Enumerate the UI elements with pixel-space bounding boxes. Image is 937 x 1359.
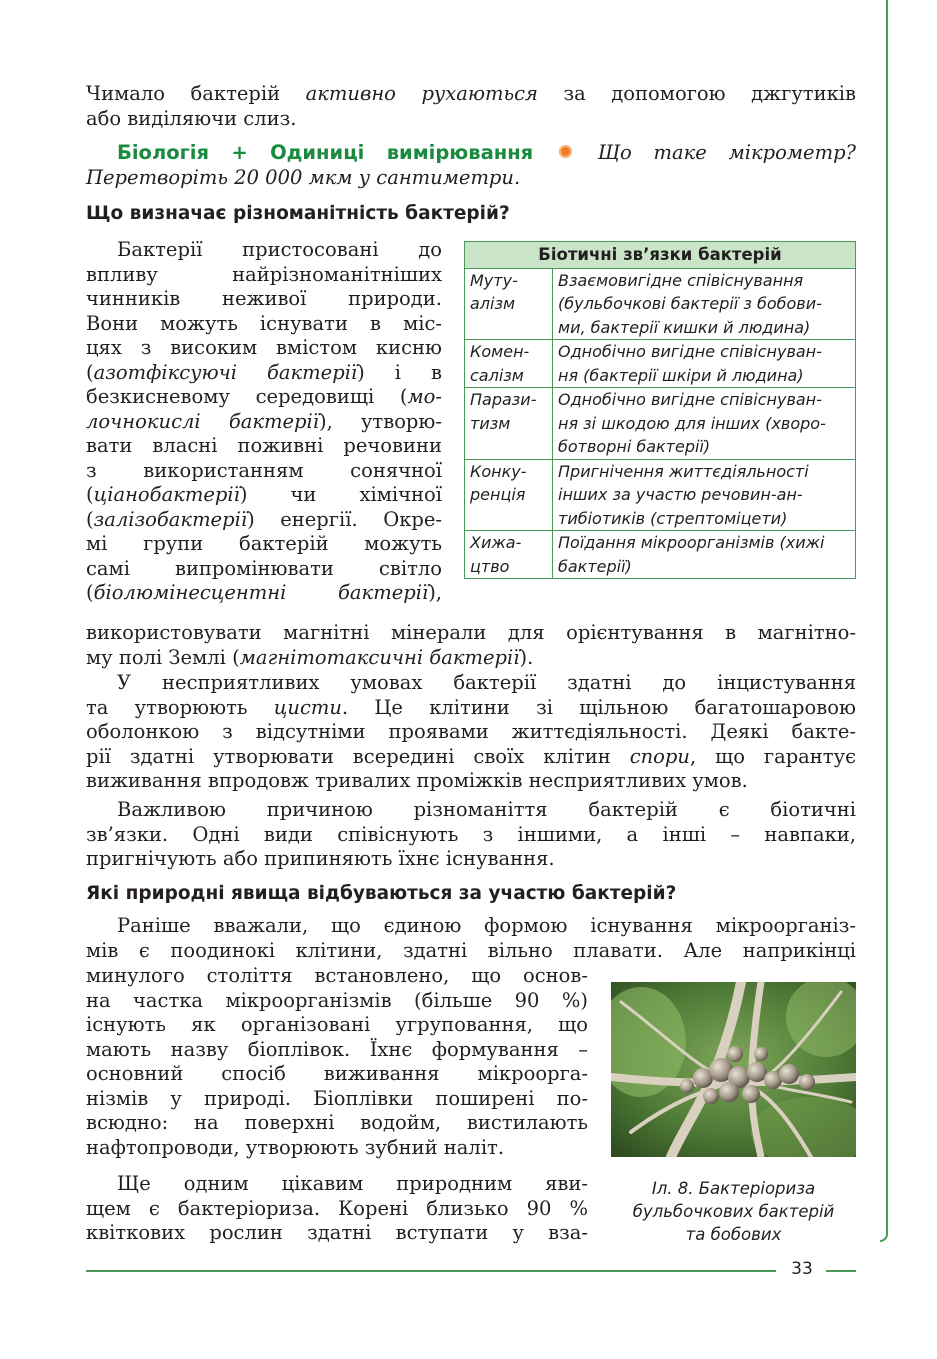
- text-run: впливу найрізноманітніших: [86, 262, 442, 286]
- task-label: Біологія + Одиниці вимірювання: [117, 141, 534, 164]
- text-line: [86, 1087, 588, 1112]
- text-line: [86, 263, 442, 288]
- text-line: [86, 696, 856, 721]
- text-line: [86, 964, 588, 989]
- text-line: [86, 823, 856, 848]
- relation-description: Взаємовигідне співіснування (бульбочкові бактерії з бобови- ми, бактерії кишки й людина): [553, 268, 856, 340]
- text-run: ),: [428, 581, 442, 604]
- text-run: чинників неживої природи.: [86, 287, 442, 310]
- footer-rule: [86, 1270, 776, 1272]
- relation-term: Парази- тизм: [465, 388, 553, 460]
- text-line: [86, 1136, 588, 1161]
- text-run: пригнічують або припиняють їхнє існування.: [86, 847, 555, 870]
- text-run: біолюмінесцентні бактерії: [93, 581, 429, 604]
- text-line: [86, 671, 856, 696]
- text-run: . Це клітини зі щільною багатошаровою: [341, 695, 856, 719]
- text-line: [86, 914, 856, 939]
- relation-description: Однобічно вигідне співіснуван- ня зі шкодою для інших (хворо- ботворні бактерії): [553, 388, 856, 460]
- text-line: [86, 1038, 588, 1063]
- text-line: [86, 1197, 588, 1222]
- text-line: [86, 238, 442, 263]
- text-line: [86, 410, 442, 435]
- text-line: [86, 939, 856, 964]
- text-line: [86, 361, 442, 386]
- text-run: магнітотаксичні бактерії: [239, 645, 520, 669]
- text-run: використовувати магнітні мінерали для орієнтування в магнітно-: [86, 621, 856, 644]
- text-run: або виділяючи слиз.: [86, 106, 297, 130]
- text-run: цях з високим вмістом кисню: [86, 336, 442, 359]
- text-run: (: [86, 360, 94, 384]
- text-line: [86, 459, 442, 484]
- heading-phenomena: Які природні явища відбуваються за участю бактерій?: [86, 883, 677, 904]
- table-row: [465, 268, 856, 340]
- text-run: мів є поодинокі клітини, здатні вільно плавати. Але наприкінці: [86, 938, 856, 962]
- table-row: [465, 531, 856, 579]
- relation-term: Муту- алізм: [465, 268, 553, 340]
- text-run: ), утворю-: [318, 409, 442, 433]
- text-line: [86, 1013, 588, 1038]
- flower-icon: [559, 145, 572, 158]
- text-line: [86, 385, 442, 410]
- relation-description: Пригнічення життєдіяльності інших за участю речовин-ан- тибіотиків (стрептоміцети): [553, 459, 856, 531]
- root-nodules-image: [611, 982, 856, 1157]
- text-run: ) і в: [357, 360, 442, 384]
- text-line: [86, 532, 442, 557]
- text-line: [86, 745, 856, 770]
- paragraph-biofilms-cont: [86, 964, 588, 1160]
- page-number: 33: [791, 1259, 813, 1279]
- text-run: , що гарантує: [689, 744, 856, 768]
- text-run: ) енергії. Окре-: [247, 507, 442, 531]
- text-run: залізобактерії: [93, 507, 248, 531]
- text-run: самі випромінювати світло: [86, 556, 442, 580]
- text-run: та утворюють: [86, 695, 274, 719]
- text-run: Вони можуть існувати в міс-: [86, 311, 442, 335]
- text-line: [86, 287, 442, 312]
- text-line: [86, 621, 856, 646]
- text-line: [86, 557, 442, 582]
- text-run: ціанобактерії: [93, 483, 240, 506]
- table-title: Біотичні зв’язки бактерій: [465, 242, 856, 269]
- footer-rule-end: [826, 1270, 856, 1272]
- relation-term: Хижа- цтво: [465, 531, 553, 579]
- relation-term: Конку- ренція: [465, 459, 553, 531]
- paragraph-biofilms: [86, 914, 856, 963]
- text-run: Чимало бактерій: [86, 82, 306, 105]
- text-run: цисти: [273, 695, 342, 719]
- paragraph-biotic: [86, 798, 856, 872]
- text-run: Бактерії пристосовані до: [117, 238, 442, 261]
- text-run: всюдно: на поверхні водойм, вистилають: [86, 1111, 588, 1134]
- paragraph-adaptation-cont: [86, 621, 856, 670]
- text-line: [86, 312, 442, 337]
- text-run: вати власні поживні речовини: [86, 434, 442, 457]
- text-run: основний спосіб виживання мікроорга-: [86, 1062, 588, 1085]
- text-line: [86, 434, 442, 459]
- text-run: мають назву біоплівок. Їхнє формування –: [86, 1037, 588, 1061]
- text-run: У несприятливих умовах бактерії здатні до інцистування: [117, 671, 856, 694]
- text-run: зв’язки. Одні види співіснують з іншими, а інші – навпаки,: [86, 822, 856, 846]
- root-nodules-photo: [611, 982, 856, 1157]
- text-run: Ще одним цікавим природним яви-: [117, 1172, 588, 1195]
- text-line: [86, 336, 442, 361]
- text-line: [86, 798, 856, 823]
- task-question-cont: Перетворіть 20 000 мкм у сантиметри.: [86, 165, 521, 189]
- text-run: рії здатні утворювати всередині своїх клітин: [86, 744, 630, 768]
- text-run: Важливою причиною різноманіття бактерій є біотичні: [117, 798, 856, 821]
- text-run: оболонкою з відсутніми проявами життєдіяльності. Деякі бакте-: [86, 720, 856, 743]
- text-run: нафтопроводи, утворюють зубний наліт.: [86, 1135, 505, 1159]
- text-line: [86, 508, 442, 533]
- text-run: квіткових рослин здатні вступати у вза-: [86, 1221, 588, 1244]
- text-line: [86, 720, 856, 745]
- text-line: [86, 82, 856, 107]
- text-run: ) чи хімічної: [239, 483, 442, 506]
- intro-paragraph: [86, 82, 856, 131]
- text-line: [86, 646, 856, 671]
- text-line: [86, 1172, 588, 1197]
- text-run: щем є бактеріориза. Корені близько 90 %: [86, 1196, 588, 1220]
- table-row: [465, 388, 856, 460]
- text-run: мі групи бактерій можуть: [86, 532, 442, 555]
- text-line: [86, 1221, 588, 1246]
- text-run: з використанням сонячної: [86, 458, 442, 482]
- text-line: [86, 989, 588, 1014]
- text-run: азотфіксуючі бактерії: [93, 360, 358, 384]
- text-run: минулого століття встановлено, що основ-: [86, 964, 588, 987]
- table-row: [465, 459, 856, 531]
- figure-caption: Іл. 8. Бактеріориза бульбочкових бактерій та бобових: [632, 1179, 835, 1244]
- text-run: безкисневому середовищі (: [86, 385, 408, 408]
- text-run: виживання впродовж тривалих проміжків несприятливих умов.: [86, 769, 748, 792]
- text-run: (: [86, 507, 94, 531]
- text-run: за допомогою джгутиків: [537, 82, 856, 105]
- text-run: му полі Землі (: [86, 645, 240, 669]
- task-question: Що таке мікрометр?: [597, 141, 857, 164]
- text-line: [86, 483, 442, 508]
- text-run: ).: [519, 645, 534, 669]
- text-line: [86, 581, 442, 606]
- text-line: [86, 1111, 588, 1136]
- text-run: мо-: [407, 385, 442, 408]
- text-run: активно рухаються: [305, 82, 538, 105]
- text-run: існують як організовані угруповання, що: [86, 1013, 588, 1036]
- text-run: лочнокислі бактерії: [86, 409, 319, 433]
- paragraph-adaptation: [86, 238, 442, 606]
- text-line: [86, 1062, 588, 1087]
- text-run: (: [86, 483, 94, 506]
- paragraph-cysts: [86, 671, 856, 794]
- text-run: Раніше вважали, що єдиною формою існування мікроорганіз-: [117, 914, 856, 937]
- text-line: [86, 847, 856, 872]
- text-run: (: [86, 581, 94, 604]
- biotic-relations-table: [464, 241, 856, 579]
- text-run: на частка мікроорганізмів (більше 90 %): [86, 988, 588, 1012]
- text-run: спори: [629, 744, 690, 768]
- relation-description: Поїдання мікроорганізмів (хижі бактерії): [553, 531, 856, 579]
- heading-diversity: Що визначає різноманітність бактерій?: [86, 203, 510, 224]
- text-run: нізмів у природі. Біоплівки поширені по-: [86, 1086, 588, 1110]
- task-block: [86, 141, 856, 190]
- relation-term: Комен- салізм: [465, 340, 553, 388]
- page-frame-right: [880, 0, 888, 1242]
- text-line: [86, 769, 856, 794]
- table-row: [465, 340, 856, 388]
- text-line: [86, 107, 856, 132]
- paragraph-bacteriorhiza: [86, 1172, 588, 1246]
- relation-description: Однобічно вигідне співіснуван- ня (бактерії шкіри й людина): [553, 340, 856, 388]
